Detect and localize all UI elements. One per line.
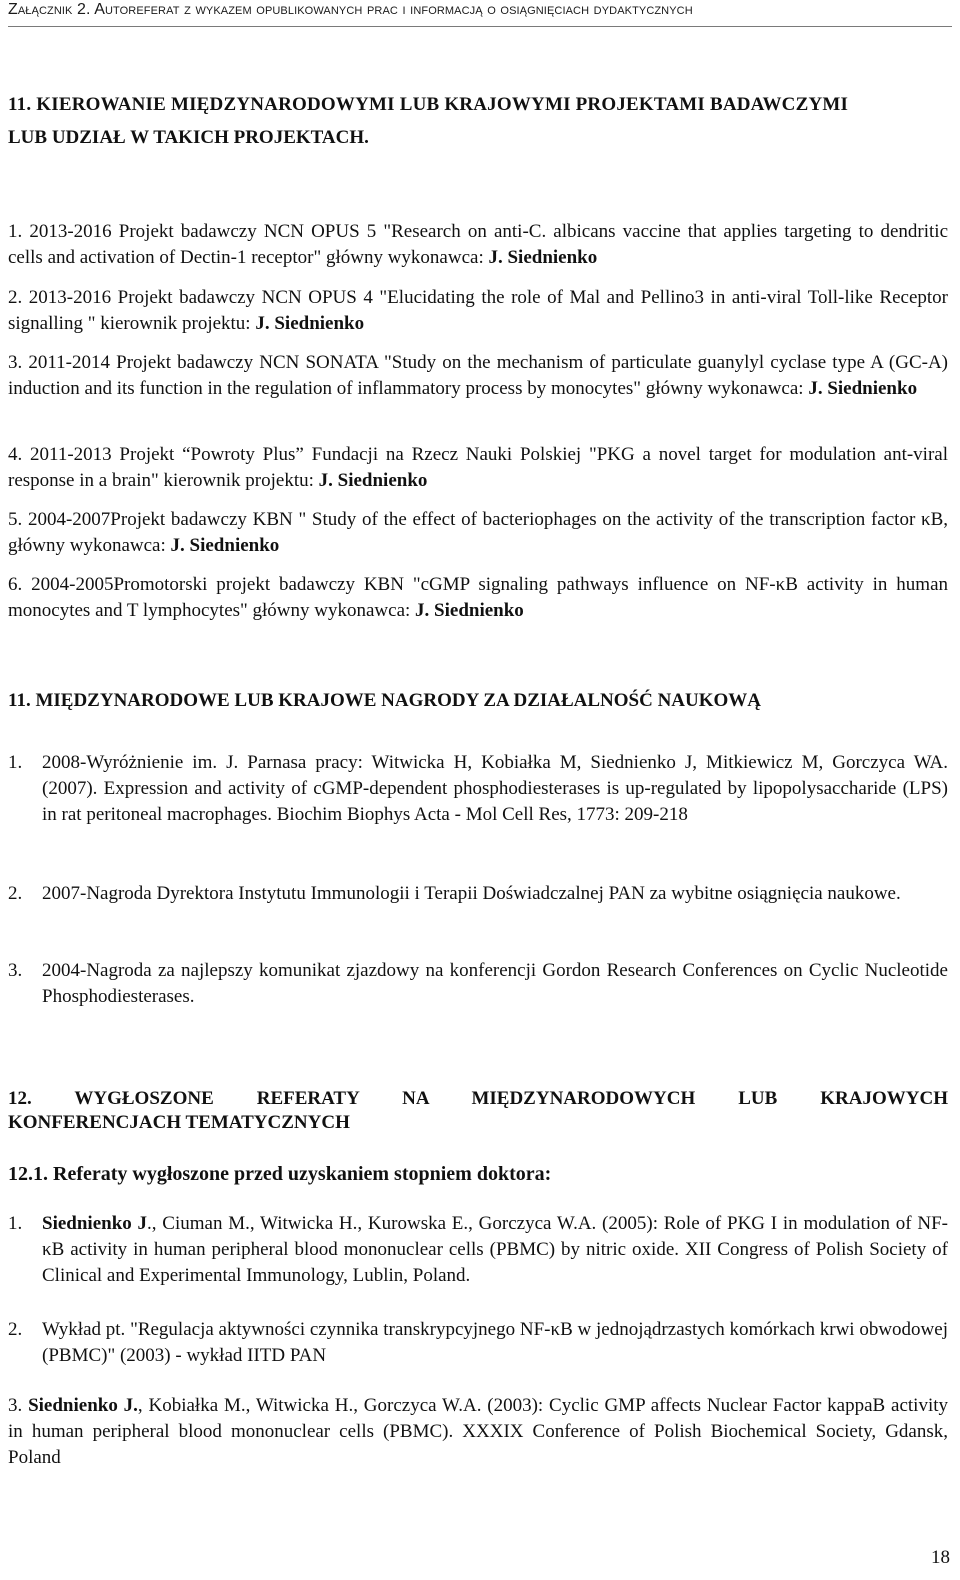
item-text: 2004-Nagroda za najlepszy komunikat zjazdowy na konferencji Gordon Research Conferences on Cyclic Nucleotide Phosphodiesterases.	[42, 960, 948, 1007]
item-number: 2.	[8, 287, 23, 308]
section-title-talks-line1: 12. WYGŁOSZONE REFERATY NA MIĘDZYNARODOWYCH LUB KRAJOWYCH	[8, 1088, 948, 1109]
list-item	[8, 285, 948, 337]
item-number: 3.	[8, 352, 23, 373]
item-text: ., Ciuman M., Witwicka H., Kurowska E., Gorczyca W.A. (2005): Role of PKG I in modulation of NF-κB activity in human peripheral blood mononuclear cells (PBMC) by nitric oxide. XII Congress of Polish Society of Clinical and Experimental Immunology, Lublin, Poland.	[42, 1213, 948, 1286]
list-item	[8, 442, 948, 494]
item-text: 2011-2014 Projekt badawczy NCN SONATA "Study on the mechanism of particulate guanylyl cyclase type A (GC-A) induction and its function in the regulation of inflammatory process by monocytes" główny wykonawca:	[8, 352, 948, 399]
item-text: , Kobiałka M., Witwicka H., Gorczyca W.A. (2003): Cyclic GMP affects Nuclear Factor kappaB activity in human peripheral blood mononuclear cells (PBMC). XXXIX Conference of Polish Biochemical Society, Gdansk, Poland	[8, 1395, 949, 1468]
list-item	[8, 1317, 948, 1369]
author-name: J. Siednienko	[170, 535, 280, 556]
author-name: J. Siednienko	[808, 378, 918, 399]
author-name: J. Siednienko	[318, 470, 428, 491]
section-title-talks	[8, 1086, 948, 1112]
header-divider	[8, 26, 952, 27]
item-number: 3.	[8, 960, 23, 981]
item-number: 1.	[8, 752, 23, 773]
list-item	[8, 219, 948, 271]
list-item	[8, 881, 948, 907]
author-name: Siednienko J	[42, 1213, 148, 1234]
section-title-awards: 11. MIĘDZYNARODOWE LUB KRAJOWE NAGRODY ZA DZIAŁALNOŚĆ NAUKOWĄ	[8, 690, 762, 711]
running-header: Załącznik 2. Autoreferat z wykazem opublikowanych prac i informacją o osiągnięciach dydaktycznych	[8, 1, 693, 18]
list-item	[8, 572, 948, 624]
item-text: 2004-2007Projekt badawczy KBN " Study of the effect of bacteriophages on the activity of the transcription factor κB, główny wykonawca:	[8, 509, 949, 556]
author-name: Siednienko J.	[28, 1395, 138, 1416]
item-number: 5.	[8, 509, 23, 530]
item-number: 2.	[8, 883, 23, 904]
item-text: 2011-2013 Projekt “Powroty Plus” Fundacji na Rzecz Nauki Polskiej "PKG a novel target for modulation ant-viral response in a brain" kierownik projektu:	[8, 444, 948, 491]
item-text: Wykład pt. "Regulacja aktywności czynnika transkrypcyjnego NF-κB w jednojądrzastych komórkach krwi obwodowej (PBMC)" (2003) - wykład IITD PAN	[42, 1319, 948, 1366]
item-text: 2013-2016 Projekt badawczy NCN OPUS 4 "Elucidating the role of Mal and Pellino3 in anti-viral Toll-like Receptor signalling " kierownik projektu:	[8, 287, 948, 334]
item-number: 6.	[8, 574, 23, 595]
list-item	[8, 350, 948, 402]
author-name: J. Siednienko	[488, 247, 598, 268]
author-name: J. Siednienko	[415, 600, 524, 621]
item-text: 2013-2016 Projekt badawczy NCN OPUS 5 "Research on anti-C. albicans vaccine that applies targeting to dendritic cells and activation of Dectin-1 receptor" główny wykonawca:	[8, 221, 949, 268]
page-number: 18	[931, 1547, 950, 1568]
list-item	[8, 958, 948, 1010]
item-number: 4.	[8, 444, 23, 465]
section-title-talks-line2: KONFERENCJACH TEMATYCZNYCH	[8, 1112, 350, 1133]
item-text: 2004-2005Promotorski projekt badawczy KBN "cGMP signaling pathways influence on NF-κB activity in human monocytes and T lymphocytes" główny wykonawca:	[8, 574, 949, 621]
item-text: 2008-Wyróżnienie im. J. Parnasa pracy: Witwicka H, Kobiałka M, Siednienko J, Mitkiewicz M, Gorczyca WA. (2007). Expression and activity of cGMP-dependent phosphodiesterases is up-regulated by lipopolysaccharide (LPS) in rat peritoneal macrophages. Biochim Biophys Acta - Mol Cell Res, 1773: 209-218	[42, 752, 948, 825]
list-item	[8, 1211, 948, 1289]
item-number: 3.	[8, 1395, 23, 1416]
list-item	[8, 1393, 948, 1471]
section-title-projects: 11. KIEROWANIE MIĘDZYNARODOWYMI LUB KRAJOWYMI PROJEKTAMI BADAWCZYMI	[8, 94, 849, 115]
item-number: 1.	[8, 1213, 23, 1234]
item-text: 2007-Nagroda Dyrektora Instytutu Immunologii i Terapii Doświadczalnej PAN za wybitne osiągnięcia naukowe.	[42, 883, 901, 904]
list-item	[8, 750, 948, 828]
list-item	[8, 507, 948, 559]
author-name: J. Siednienko	[255, 313, 365, 334]
section-title-projects-line2: LUB UDZIAŁ W TAKICH PROJEKTACH.	[8, 127, 369, 148]
item-number: 1.	[8, 221, 23, 242]
subsection-title: 12.1. Referaty wygłoszone przed uzyskaniem stopniem doktora:	[8, 1163, 552, 1185]
item-number: 2.	[8, 1319, 23, 1340]
